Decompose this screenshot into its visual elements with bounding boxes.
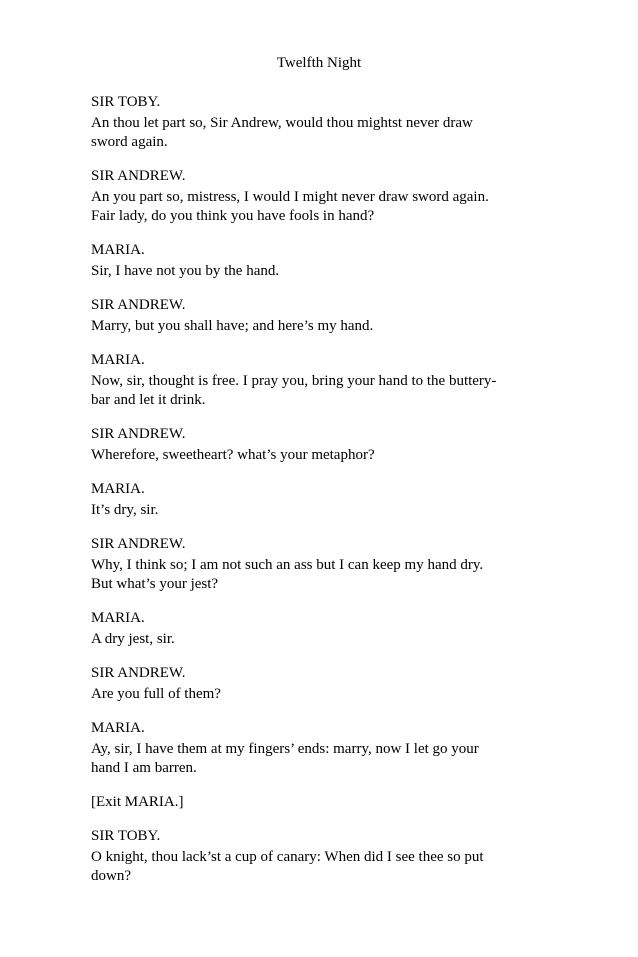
dialogue-line: Sir, I have not you by the hand. xyxy=(91,263,280,279)
dialogue-line: A dry jest, sir. xyxy=(91,631,175,647)
dialogue-line: Now, sir, thought is free. I pray you, bring your hand to the buttery- xyxy=(91,373,497,389)
speaker-name: SIR ANDREW. xyxy=(91,536,186,552)
stage-direction-block xyxy=(91,793,551,812)
dialogue-block xyxy=(91,535,551,594)
dialogue-line: sword again. xyxy=(91,134,168,150)
dialogue-line: Wherefore, sweetheart? what’s your metaphor? xyxy=(91,447,375,463)
speaker-name: MARIA. xyxy=(91,720,145,736)
dialogue-block xyxy=(91,241,551,281)
dialogue-block xyxy=(91,827,551,886)
dialogue-line: Why, I think so; I am not such an ass but I can keep my hand dry. xyxy=(91,557,484,573)
dialogue-line: Are you full of them? xyxy=(91,686,221,702)
speaker-name: MARIA. xyxy=(91,242,145,258)
dialogue-line: O knight, thou lack’st a cup of canary: When did I see thee so put xyxy=(91,849,484,865)
speaker-name: SIR TOBY. xyxy=(91,828,161,844)
speaker-name: SIR ANDREW. xyxy=(91,168,186,184)
running-head-title: Twelfth Night xyxy=(276,55,362,71)
dialogue-block xyxy=(91,93,551,152)
dialogue-line: Marry, but you shall have; and here’s my hand. xyxy=(91,318,374,334)
dialogue-line: An thou let part so, Sir Andrew, would thou mightst never draw xyxy=(91,115,473,131)
stage-direction: [Exit MARIA.] xyxy=(91,794,184,810)
speaker-name: SIR TOBY. xyxy=(91,94,161,110)
dialogue-line: But what’s your jest? xyxy=(91,576,219,592)
dialogue-line: An you part so, mistress, I would I might never draw sword again. xyxy=(91,189,489,205)
speaker-name: SIR ANDREW. xyxy=(91,426,186,442)
speaker-name: SIR ANDREW. xyxy=(91,665,186,681)
speaker-name: MARIA. xyxy=(91,481,145,497)
speaker-name: MARIA. xyxy=(91,610,145,626)
dialogue-line: hand I am barren. xyxy=(91,760,197,776)
dialogue-line: It’s dry, sir. xyxy=(91,502,159,518)
dialogue-block xyxy=(91,664,551,704)
dialogue-block xyxy=(91,351,551,410)
dialogue-block xyxy=(91,296,551,336)
dialogue-line: Ay, sir, I have them at my fingers’ ends: marry, now I let go your xyxy=(91,741,479,757)
speaker-name: MARIA. xyxy=(91,352,145,368)
dialogue-block xyxy=(91,425,551,465)
dialogue-line: bar and let it drink. xyxy=(91,392,206,408)
dialogue-line: down? xyxy=(91,868,131,884)
script-text xyxy=(91,93,551,901)
dialogue-block xyxy=(91,480,551,520)
speaker-name: SIR ANDREW. xyxy=(91,297,186,313)
dialogue-block xyxy=(91,719,551,778)
dialogue-block xyxy=(91,167,551,226)
dialogue-line: Fair lady, do you think you have fools in hand? xyxy=(91,208,375,224)
dialogue-block xyxy=(91,609,551,649)
